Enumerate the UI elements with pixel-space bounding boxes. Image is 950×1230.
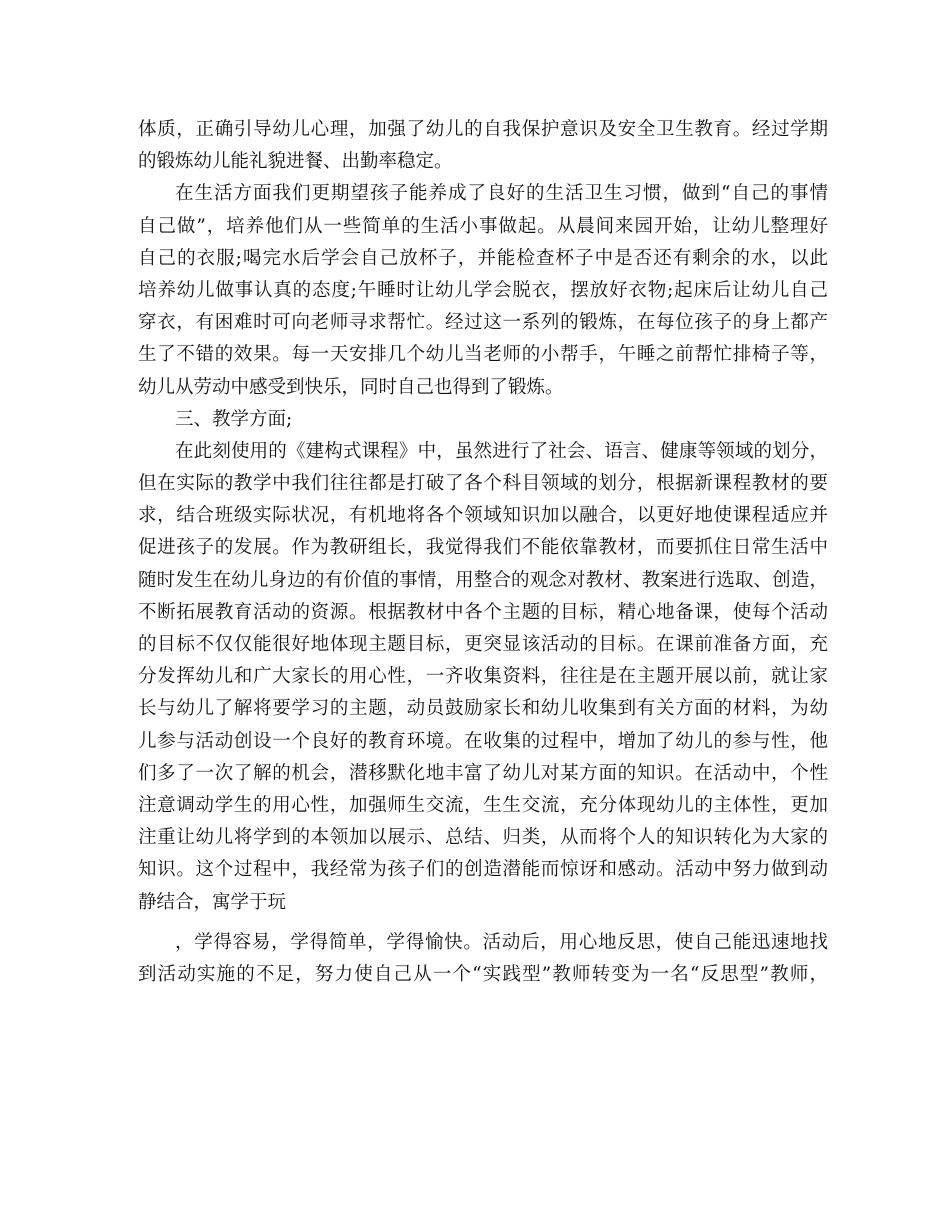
text-line: 体质，正确引导幼儿心理，加强了幼儿的自我保护意识及安全卫生教育。经过学期 bbox=[138, 119, 828, 140]
text-line: 自己做”，培养他们从一些简单的生活小事做起。从晨间来园开始，让幼儿整理好 bbox=[138, 215, 828, 237]
text-line: 三、教学方面; bbox=[175, 408, 293, 430]
text-line: 知识。这个过程中，我经常为孩子们的创造潜能而惊讶和感动。活动中努力做到动 bbox=[138, 859, 828, 881]
text-line: 的目标不仅仅能很好地体现主题目标，更突显该活动的目标。在课前准备方面，充 bbox=[138, 634, 828, 655]
body-text bbox=[138, 114, 828, 991]
text-line: 们多了一次了解的机会，潜移默化地丰富了幼儿对某方面的知识。在活动中，个性 bbox=[138, 762, 828, 784]
text-line: 的锻炼幼儿能礼貌进餐、出勤率稳定。 bbox=[138, 151, 453, 173]
text-line: 在生活方面我们更期望孩子能养成了良好的生活卫生习惯，做到“自己的事情 bbox=[175, 183, 828, 205]
text-line: 随时发生在幼儿身边的有价值的事情，用整合的观念对教材、教案进行选取、创造， bbox=[138, 569, 828, 591]
text-line: 生了不错的效果。每一天安排几个幼儿当老师的小帮手，午睡之前帮忙排椅子等， bbox=[138, 344, 828, 366]
text-line: 分发挥幼儿和广大家长的用心性，一齐收集资料，往往是在主题开展以前，就让家 bbox=[138, 666, 828, 688]
text-line: 自己的衣服;喝完水后学会自己放杯子，并能检查杯子中是否还有剩余的水，以此 bbox=[138, 247, 828, 269]
text-line: 注意调动学生的用心性，加强师生交流，生生交流，充分体现幼儿的主体性，更加 bbox=[138, 794, 828, 816]
text-line: 穿衣，有困难时可向老师寻求帮忙。经过这一系列的锻炼，在每位孩子的身上都产 bbox=[138, 312, 828, 334]
text-line: 在此刻使用的《建构式课程》中，虽然进行了社会、语言、健康等领域的划分， bbox=[175, 440, 828, 462]
text-line: 促进孩子的发展。作为教研组长，我觉得我们不能依靠教材，而要抓住日常生活中 bbox=[138, 537, 828, 559]
text-line: 静结合，寓学于玩 bbox=[138, 891, 287, 913]
text-line: 不断拓展教育活动的资源。根据教材中各个主题的目标，精心地备课，使每个活动 bbox=[138, 601, 828, 623]
text-line: 长与幼儿了解将要学习的主题，动员鼓励家长和幼儿收集到有关方面的材料，为幼 bbox=[138, 698, 828, 720]
text-line: 但在实际的教学中我们往往都是打破了各个科目领域的划分，根据新课程教材的要 bbox=[138, 473, 828, 495]
text-line: 儿参与活动创设一个良好的教育环境。在收集的过程中，增加了幼儿的参与性，他 bbox=[138, 730, 828, 752]
text-line: 幼儿从劳动中感受到快乐，同时自己也得到了锻炼。 bbox=[138, 376, 564, 398]
text-line: 注重让幼儿将学到的本领加以展示、总结、归类，从而将个人的知识转化为大家的 bbox=[138, 827, 828, 849]
text-line: ，学得容易，学得简单，学得愉快。活动后，用心地反思，使自己能迅速地找 bbox=[175, 931, 828, 953]
text-line: 到活动实施的不足，努力使自己从一个“实践型”教师转变为一名“反思型”教师， bbox=[138, 963, 828, 985]
text-line: 培养幼儿做事认真的态度;午睡时让幼儿学会脱衣，摆放好衣物;起床后让幼儿自己 bbox=[138, 279, 828, 301]
text-line: 求，结合班级实际状况，有机地将各个领域知识加以融合，以更好地使课程适应并 bbox=[138, 505, 828, 527]
